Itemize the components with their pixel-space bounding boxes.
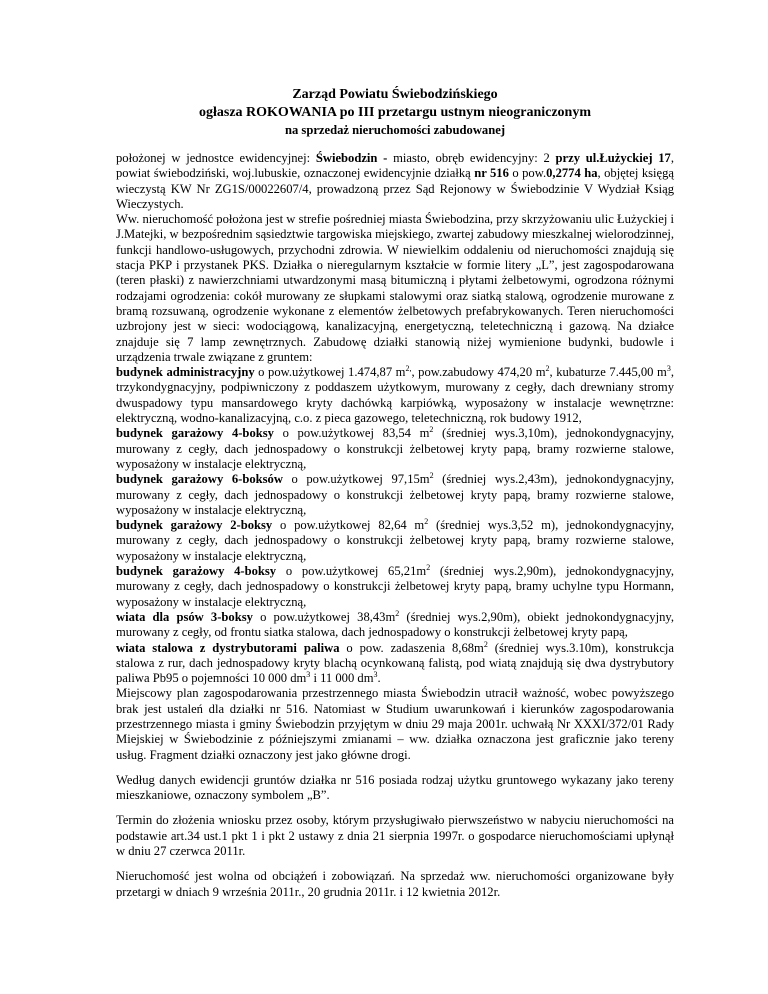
building-dog-shed: wiata dla psów 3-boksy o pow.użytkowej $38,43m^2$ (średniej wys.2,90m), obiekt jednokondygnacyjny, murowany z cegły, od frontu siatka stalowa, dach jednospadowy o konstrukcji żelbetowej kryty papą, (116, 608, 674, 640)
land-use-paragraph: Według danych ewidencji gruntów działka nr 516 posiada rodzaj użytku gruntowego wykazany jako tereny mieszkaniowe, oznaczony symbolem „B”. (116, 772, 674, 803)
building-admin: budynek administracyjny o pow.użytkowej 1.474,87 $m^{2,}$, pow.zabudowy 474,20 $m^2$, kubaturze 7.445,00 $m^3$, trzykondygnacyjny, podpiwniczony z poddaszem użytkowym, murowany z cegły, dach drewniany stromy dwuspadowy typu mansardowego kryty dachówką karpiówką, wyposażony w instalacje wewnętrzne: elektryczną, wodno-kanalizacyjną, c.o. z pieca gazowego, teletechniczną, rok budowy 1912, (116, 363, 674, 426)
plan-paragraph: Miejscowy plan zagospodarowania przestrzennego miasta Świebodzin utracił ważność, wobec powyższego brak jest ustaleń dla działki nr 516. Natomiast w Studium uwarunkowań i kierunków zagospodarowania przestrzennego miasta i gminy Świebodzin przyjętym w dniu 29 maja 2001r. uchwałą Nr XXXI/372/01 Rady Miejskiej w Świebodzinie z późniejszymi zmianami – ww. działka oznaczona jest graficznie jako tereny usług. Fragment działki oznaczony jest jako główne drogi. (116, 686, 674, 762)
deadline-paragraph: Termin do złożenia wniosku przez osoby, którym przysługiwało pierwszeństwo w nabyciu nieruchomości na podstawie art.34 ust.1 pkt 1 i pkt 2 ustawy z dnia 21 sierpnia 1997r. o gospodarce nieruchomościami upłynął w dniu 27 czerwca 2011r. (116, 813, 674, 859)
building-garage-2: budynek garażowy 2-boksy o pow.użytkowej 82,64 $m^2$ (średniej wys.3,52 m), jednokondygnacyjny, murowany z cegły, dach jednospadowy o konstrukcji żelbetowej kryty papą, bramy rozwierne stalowe, wyposażony w instalacje elektryczną, (116, 516, 674, 563)
building-garage-4: budynek garażowy 4-boksy o pow.użytkowej 83,54 $m^2$ (średniej wys.3,10m), jednokondygnacyjny, murowany z cegły, dach jednospadowy o konstrukcji żelbetowej kryty papą, bramy rozwierne stalowe, wyposażony w instalacje elektryczną, (116, 425, 674, 471)
location-paragraph: Ww. nieruchomość położona jest w strefie pośredniej miasta Świebodzina, przy skrzyżowaniu ulic Łużyckiej i J.Matejki, w bezpośrednim sąsiedztwie targowiska miejskiego, zwartej zabudowy mieszkalnej wielorodzinnej, funkcji handlowo-usługowych, przychodni zdrowia. W niewielkim oddaleniu od nieruchomości znajdują się stacja PKP i przystanek PKS. Działka o nieregularnym kształcie w formie litery „L”, jest zagospodarowana (teren płaski) z nawierzchniami utwardzonymi masą bitumiczną i płytami żelbetowymi, ogrodzona różnymi rodzajami ogrodzenia: cokół murowany ze słupkami stalowymi oraz siatką stalową, ogrodzenie murowane z bramą rozsuwaną, ogrodzenie wykonane z elementów żelbetowych prefabrykowanych. Teren nieruchomości uzbrojony jest w sieci: wodociągową, kanalizacyjną, energetyczną, teletechniczną i gazową. Na działce znajduje się 7 lamp zewnętrznych. Zabudowę działki stanowią niżej wymienione budynki, budowle i urządzenia trwale związane z gruntem: (116, 212, 674, 364)
building-garage-6: budynek garażowy 6-boksów o pow.użytkowej $97,15m^2$ (średniej wys.2,43m), jednokondygnacyjny, murowany z cegły, dach jednospadowy o konstrukcji żelbetowej kryty papą, bramy rozwierne stalowe, wyposażony w instalacje elektryczną, (116, 471, 674, 517)
encumbrance-paragraph: Nieruchomość jest wolna od obciążeń i zobowiązań. Na sprzedaż ww. nieruchomości organizowane były przetargi w dniach 9 września 2011r., 20 grudnia 2011r. i 12 kwietnia 2012r. (116, 869, 674, 899)
intro-paragraph: położonej w jednostce ewidencyjnej: Świebodzin - miasto, obręb ewidencyjny: 2 przy ul.Łużyckiej 17, powiat świebodziński, woj.lubuskie, oznaczonej ewidencyjnie działką nr 516 o pow.0,2774 ha, objętej księgą wieczystą KW Nr ZG1S/00022607/4, prowadzoną przez Sąd Rejonowy w Świebodzinie V Wydział Ksiąg Wieczystych. (116, 151, 675, 211)
announcement-title: ogłasza ROKOWANIA po III przetargu ustnym nieograniczonym (198, 105, 591, 120)
building-garage-4b: budynek garażowy 4-boksy o pow.użytkowej $65,21m^2$ (średniej wys.2,90m), jednokondygnacyjny, murowany z cegły, dach jednospadowy o konstrukcji żelbetowej kryty papą, bramy uchylne typu Hormann, wyposażony w instalacje elektryczną, (116, 562, 674, 609)
announcement-subtitle: na sprzedaż nieruchomości zabudowanej (284, 123, 506, 137)
announcement-issuer: Zarząd Powiatu Świebodzińskiego (292, 87, 498, 102)
building-fuel-shed: wiata stalowa z dystrybutorami paliwa o pow. zadaszenia $8,68m^2$ (średniej wys.3.10m), konstrukcja stalowa z rur, dach jednospadowy kryty blachą ocynkowaną falistą, pod wiatą znajdują się dwa dystrybutory paliwa Pb95 o pojemności 10 000 $dm^3$ i 11 000 $dm^3$. (116, 639, 674, 686)
document-page (116, 86, 674, 910)
